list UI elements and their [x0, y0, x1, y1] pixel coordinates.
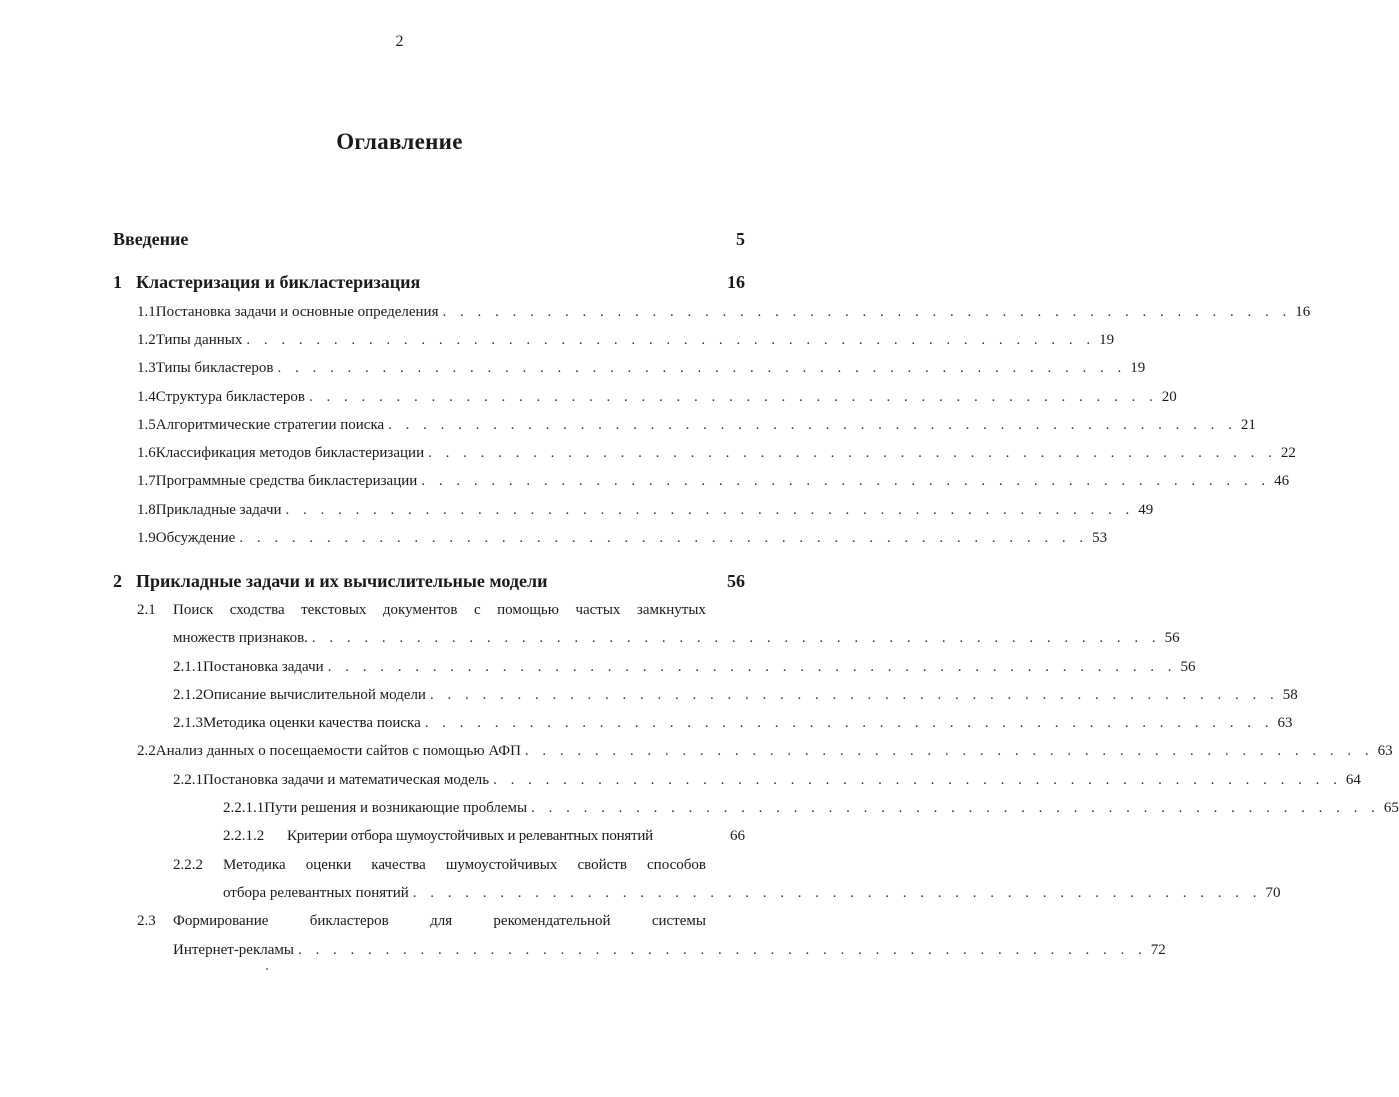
dot-leader: . . . . . . . . . . . . . . . . . . . . . . . . . . . . . . . . . . . . . . . . . . . . . . . . . [297, 942, 1147, 958]
chapter-page: 16 [727, 272, 745, 292]
toc-section-2-1-line2[interactable] [173, 630, 1180, 647]
scan-speck [266, 968, 268, 970]
section-page: 19 [1130, 360, 1146, 376]
word: для [430, 913, 453, 929]
chapter-label: Кластеризация и бикластеризация [136, 272, 421, 292]
subsubsection-page: 66 [730, 828, 745, 844]
dot-leader: . . . . . . . . . . . . . . . . . . . . . . . . . . . . . . . . . . . . . . . . . . . . . . . . . [424, 715, 1274, 731]
word: документов [382, 602, 458, 618]
section-label: Структура бикластеров [155, 389, 305, 405]
section-page: 20 [1161, 389, 1177, 405]
toc-subsection-2-2-2-line2[interactable] [223, 885, 1281, 902]
word: качества [371, 857, 426, 873]
section-number: 2.3 [137, 913, 156, 929]
section-page: 53 [1092, 530, 1108, 546]
section-page: 19 [1099, 332, 1115, 348]
section-label: Обсуждение [155, 530, 236, 546]
toc-title: Оглавление [336, 129, 463, 154]
section-label: Типы бикластеров [155, 360, 274, 376]
subsection-label: Постановка задачи [203, 659, 324, 675]
dot-leader: . . . . . . . . . . . . . . . . . . . . . . . . . . . . . . . . . . . . . . . . . . . . . . . . . [412, 885, 1262, 901]
toc-section-1-5[interactable] [137, 417, 1256, 434]
section-label: Классификация методов бикластеризации [155, 445, 425, 461]
section-page: 49 [1138, 502, 1154, 518]
dot-leader: . . . . . . . . . . . . . . . . . . . . . . . . . . . . . . . . . . . . . . . . . . . . . . . . . [239, 530, 1089, 546]
toc-subsubsection-2-2-1-1[interactable] [223, 800, 1399, 817]
subsubsection-page: 65 [1383, 800, 1399, 816]
word: Поиск [173, 602, 214, 618]
subsection-page: 64 [1345, 772, 1361, 788]
subsubsection-label: Критерии отбора шумоустойчивых и релевантных понятий [287, 828, 653, 844]
dot-leader: . . . . . . . . . . . . . . . . . . . . . . . . . . . . . . . . . . . . . . . . . . . . . . . . . [277, 360, 1127, 376]
section-label: Программные средства бикластеризации [155, 473, 418, 489]
section-page: 16 [1295, 304, 1311, 320]
section-label: Интернет-рекламы [173, 942, 294, 958]
section-number: 1.7 [137, 473, 156, 489]
section-page: 22 [1280, 445, 1296, 461]
word: текстовых [301, 602, 367, 618]
dot-leader: . . . . . . . . . . . . . . . . . . . . . . . . . . . . . . . . . . . . . . . . . . . . . . . . . [388, 417, 1237, 433]
section-number: 1.2 [137, 332, 156, 348]
toc-entry-intro[interactable] [113, 229, 745, 250]
dot-leader: . . . . . . . . . . . . . . . . . . . . . . . . . . . . . . . . . . . . . . . . . . . . . . . . . [309, 389, 1158, 405]
section-label: множеств признаков. [173, 630, 308, 646]
subsection-page: 58 [1282, 687, 1298, 703]
section-label: Прикладные задачи [155, 502, 282, 518]
section-number: 1.6 [137, 445, 156, 461]
toc-subsection-2-2-2-line1[interactable] [223, 857, 706, 874]
toc-section-1-2[interactable] [137, 332, 1115, 349]
toc-subsection-2-1-3[interactable] [173, 715, 1293, 732]
word: шумоустойчивых [445, 857, 558, 873]
chapter-number: 1 [113, 272, 122, 292]
word: рекомендательной [493, 913, 611, 929]
dot-leader: . . . . . . . . . . . . . . . . . . . . . . . . . . . . . . . . . . . . . . . . . . . . . . . . . [429, 687, 1279, 703]
subsubsection-number: 2.2.1.1 [223, 800, 265, 816]
subsection-number: 2.1.2 [173, 687, 203, 703]
subsection-label: Постановка задачи и математическая модель [203, 772, 490, 788]
toc-subsection-2-1-2[interactable] [173, 687, 1298, 704]
dot-leader: . . . . . . . . . . . . . . . . . . . . . . . . . . . . . . . . . . . . . . . . . . . . . . . . . [442, 304, 1292, 320]
subsection-page: 70 [1265, 885, 1281, 901]
toc-entry-page: 5 [736, 229, 745, 249]
toc-subsection-2-2-1[interactable] [173, 772, 1361, 789]
section-number: 1.1 [137, 304, 156, 320]
section-number: 2.1 [137, 602, 156, 618]
toc-section-2-3-line2[interactable] [173, 942, 1166, 959]
toc-subsection-2-1-1[interactable] [173, 659, 1196, 676]
section-label: Анализ данных о посещаемости сайтов с помощью АФП [155, 743, 521, 759]
toc-section-1-4[interactable] [137, 389, 1177, 406]
subsection-page: 63 [1277, 715, 1293, 731]
toc-chapter-2[interactable] [113, 571, 745, 592]
dot-leader: . . . . . . . . . . . . . . . . . . . . . . . . . . . . . . . . . . . . . . . . . . . . . . . . . [246, 332, 1096, 348]
chapter-page: 56 [727, 571, 745, 591]
section-page: 63 [1377, 743, 1393, 759]
section-page: 21 [1240, 417, 1256, 433]
word: способов [647, 857, 706, 873]
toc-section-1-9[interactable] [137, 530, 1108, 547]
section-label: Алгоритмические стратегии поиска [155, 417, 385, 433]
subsection-number: 2.1.3 [173, 715, 203, 731]
toc-subsubsection-2-2-1-2[interactable] [223, 828, 745, 845]
subsection-number: 2.2.1 [173, 772, 203, 788]
page-number: 2 [395, 33, 404, 50]
toc-section-2-1-line1[interactable] [173, 602, 706, 619]
word: свойств [577, 857, 627, 873]
subsection-label: Методика оценки качества поиска [203, 715, 421, 731]
toc-section-1-1[interactable] [137, 304, 1311, 321]
word: Методика [223, 857, 286, 873]
word: сходства [229, 602, 285, 618]
toc-section-1-6[interactable] [137, 445, 1296, 462]
dot-leader: . . . . . . . . . . . . . . . . . . . . . . . . . . . . . . . . . . . . . . . . . . . . . . . . . [531, 800, 1380, 816]
subsection-number: 2.2.2 [173, 857, 203, 873]
toc-entry-label: Введение [113, 229, 189, 249]
section-page: 56 [1164, 630, 1180, 646]
chapter-number: 2 [113, 571, 122, 591]
section-number: 1.4 [137, 389, 156, 405]
word: помощью [497, 602, 559, 618]
toc-section-1-3[interactable] [137, 360, 1146, 377]
word: системы [651, 913, 706, 929]
subsection-number: 2.1.1 [173, 659, 203, 675]
subsection-page: 56 [1180, 659, 1196, 675]
word: бикластеров [309, 913, 389, 929]
dot-leader: . . . . . . . . . . . . . . . . . . . . . . . . . . . . . . . . . . . . . . . . . . . . . . . . . [285, 502, 1135, 518]
dot-leader: . . . . . . . . . . . . . . . . . . . . . . . . . . . . . . . . . . . . . . . . . . . . . . . . . [493, 772, 1342, 788]
dot-leader: . . . . . . . . . . . . . . . . . . . . . . . . . . . . . . . . . . . . . . . . . . . . . . . . . [421, 473, 1271, 489]
section-page: 72 [1150, 942, 1166, 958]
word: частых [575, 602, 621, 618]
subsubsection-label: Пути решения и возникающие проблемы [264, 800, 528, 816]
dot-leader: . . . . . . . . . . . . . . . . . . . . . . . . . . . . . . . . . . . . . . . . . . . . . . . . . [524, 743, 1374, 759]
word: оценки [305, 857, 352, 873]
word: с [473, 602, 481, 618]
dot-leader: . . . . . . . . . . . . . . . . . . . . . . . . . . . . . . . . . . . . . . . . . . . . . . . . . [327, 659, 1177, 675]
word: Формирование [173, 913, 269, 929]
subsection-label: отбора релевантных понятий [223, 885, 409, 901]
subsection-label: Описание вычислительной модели [203, 687, 426, 703]
toc-chapter-1[interactable] [113, 272, 745, 293]
toc-section-2-2[interactable] [137, 743, 1393, 760]
section-page: 46 [1274, 473, 1290, 489]
section-number: 2.2 [137, 743, 156, 759]
toc-section-1-8[interactable] [137, 502, 1154, 519]
section-number: 1.5 [137, 417, 156, 433]
toc-section-1-7[interactable] [137, 473, 1290, 490]
section-number: 1.8 [137, 502, 156, 518]
subsubsection-number: 2.2.1.2 [223, 828, 265, 844]
word: замкнутых [636, 602, 706, 618]
section-number: 1.3 [137, 360, 156, 376]
dot-leader: . . . . . . . . . . . . . . . . . . . . . . . . . . . . . . . . . . . . . . . . . . . . . . . . . [428, 445, 1277, 461]
section-label: Типы данных [155, 332, 243, 348]
toc-section-2-3-line1[interactable] [173, 913, 706, 930]
dot-leader: . . . . . . . . . . . . . . . . . . . . . . . . . . . . . . . . . . . . . . . . . . . . . . . . . [311, 630, 1161, 646]
section-number: 1.9 [137, 530, 156, 546]
chapter-label: Прикладные задачи и их вычислительные модели [136, 571, 548, 591]
section-label: Постановка задачи и основные определения [155, 304, 439, 320]
